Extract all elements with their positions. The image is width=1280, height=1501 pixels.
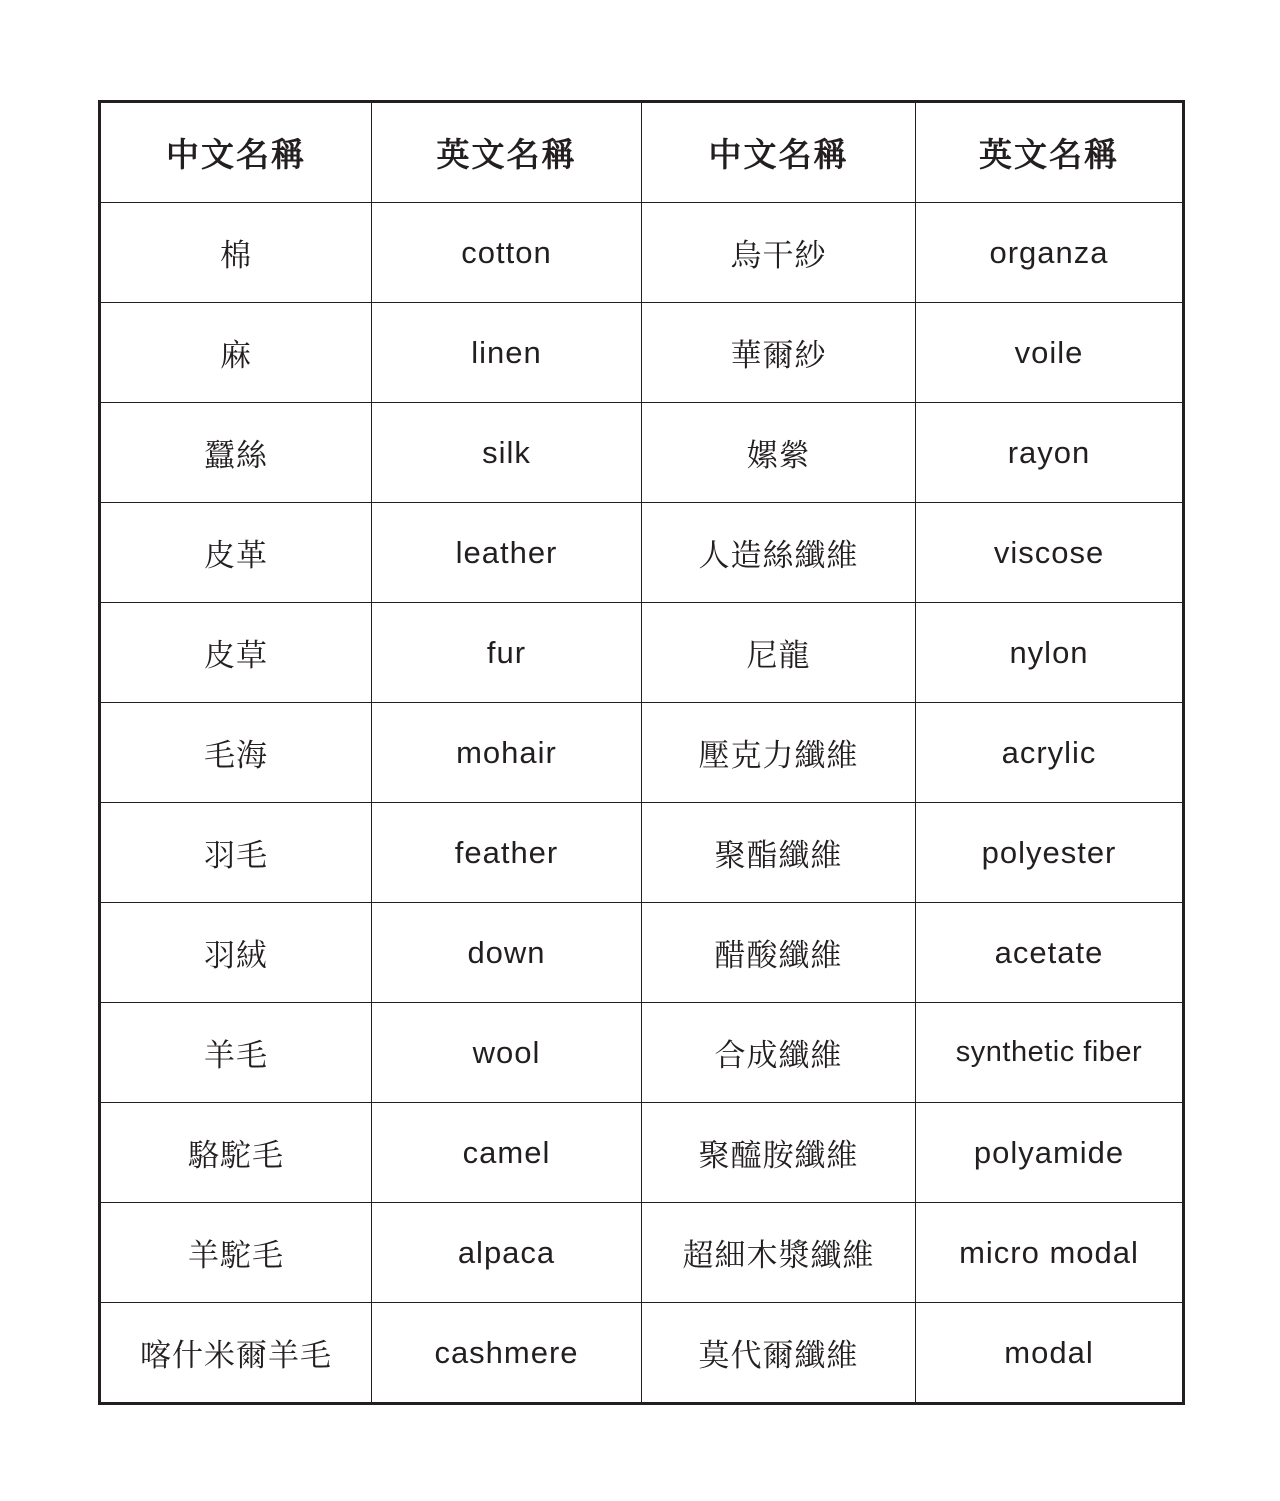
header-english-name-2: 英文名稱 xyxy=(916,102,1184,203)
chinese-name-cell: 羊駝毛 xyxy=(100,1203,372,1303)
english-name-cell: modal xyxy=(916,1303,1184,1404)
chinese-name-cell: 蠶絲 xyxy=(100,403,372,503)
english-name-cell: down xyxy=(372,903,642,1003)
english-name-cell: acrylic xyxy=(916,703,1184,803)
table-row xyxy=(100,803,1184,903)
english-name-cell: silk xyxy=(372,403,642,503)
chinese-name-cell: 醋酸纖維 xyxy=(642,903,916,1003)
chinese-name-cell: 皮草 xyxy=(100,603,372,703)
table-header xyxy=(100,102,1184,203)
chinese-name-cell: 人造絲纖維 xyxy=(642,503,916,603)
chinese-name-cell: 喀什米爾羊毛 xyxy=(100,1303,372,1404)
english-name-cell: organza xyxy=(916,203,1184,303)
table-row xyxy=(100,603,1184,703)
table-row xyxy=(100,703,1184,803)
english-name-cell: cashmere xyxy=(372,1303,642,1404)
english-name-cell: viscose xyxy=(916,503,1184,603)
header-english-name-1: 英文名稱 xyxy=(372,102,642,203)
header-row xyxy=(100,102,1184,203)
english-name-cell: alpaca xyxy=(372,1203,642,1303)
table-row xyxy=(100,1103,1184,1203)
english-name-cell: cotton xyxy=(372,203,642,303)
header-chinese-name-1: 中文名稱 xyxy=(100,102,372,203)
chinese-name-cell: 聚酯纖維 xyxy=(642,803,916,903)
chinese-name-cell: 毛海 xyxy=(100,703,372,803)
fabric-glossary-table-container xyxy=(98,100,1182,1393)
english-name-cell: leather xyxy=(372,503,642,603)
english-name-cell: synthetic fiber xyxy=(916,1003,1184,1103)
english-name-cell: acetate xyxy=(916,903,1184,1003)
chinese-name-cell: 麻 xyxy=(100,303,372,403)
chinese-name-cell: 羊毛 xyxy=(100,1003,372,1103)
chinese-name-cell: 壓克力纖維 xyxy=(642,703,916,803)
english-name-cell: camel xyxy=(372,1103,642,1203)
chinese-name-cell: 華爾紗 xyxy=(642,303,916,403)
chinese-name-cell: 超細木漿纖維 xyxy=(642,1203,916,1303)
chinese-name-cell: 莫代爾纖維 xyxy=(642,1303,916,1404)
table-row xyxy=(100,1303,1184,1404)
chinese-name-cell: 嫘縈 xyxy=(642,403,916,503)
table-row xyxy=(100,1003,1184,1103)
chinese-name-cell: 棉 xyxy=(100,203,372,303)
english-name-cell: linen xyxy=(372,303,642,403)
chinese-name-cell: 合成纖維 xyxy=(642,1003,916,1103)
english-name-cell: mohair xyxy=(372,703,642,803)
table-body xyxy=(100,203,1184,1404)
fabric-glossary-table xyxy=(98,100,1185,1405)
chinese-name-cell: 羽毛 xyxy=(100,803,372,903)
english-name-cell: nylon xyxy=(916,603,1184,703)
header-chinese-name-2: 中文名稱 xyxy=(642,102,916,203)
english-name-cell: wool xyxy=(372,1003,642,1103)
table-row xyxy=(100,903,1184,1003)
english-name-cell: polyamide xyxy=(916,1103,1184,1203)
chinese-name-cell: 尼龍 xyxy=(642,603,916,703)
english-name-cell: polyester xyxy=(916,803,1184,903)
chinese-name-cell: 皮革 xyxy=(100,503,372,603)
table-row xyxy=(100,1203,1184,1303)
table-row xyxy=(100,503,1184,603)
chinese-name-cell: 烏干紗 xyxy=(642,203,916,303)
english-name-cell: micro modal xyxy=(916,1203,1184,1303)
chinese-name-cell: 羽絨 xyxy=(100,903,372,1003)
table-row xyxy=(100,203,1184,303)
chinese-name-cell: 聚醯胺纖維 xyxy=(642,1103,916,1203)
chinese-name-cell: 駱駝毛 xyxy=(100,1103,372,1203)
english-name-cell: voile xyxy=(916,303,1184,403)
table-row xyxy=(100,403,1184,503)
table-row xyxy=(100,303,1184,403)
english-name-cell: feather xyxy=(372,803,642,903)
english-name-cell: fur xyxy=(372,603,642,703)
english-name-cell: rayon xyxy=(916,403,1184,503)
